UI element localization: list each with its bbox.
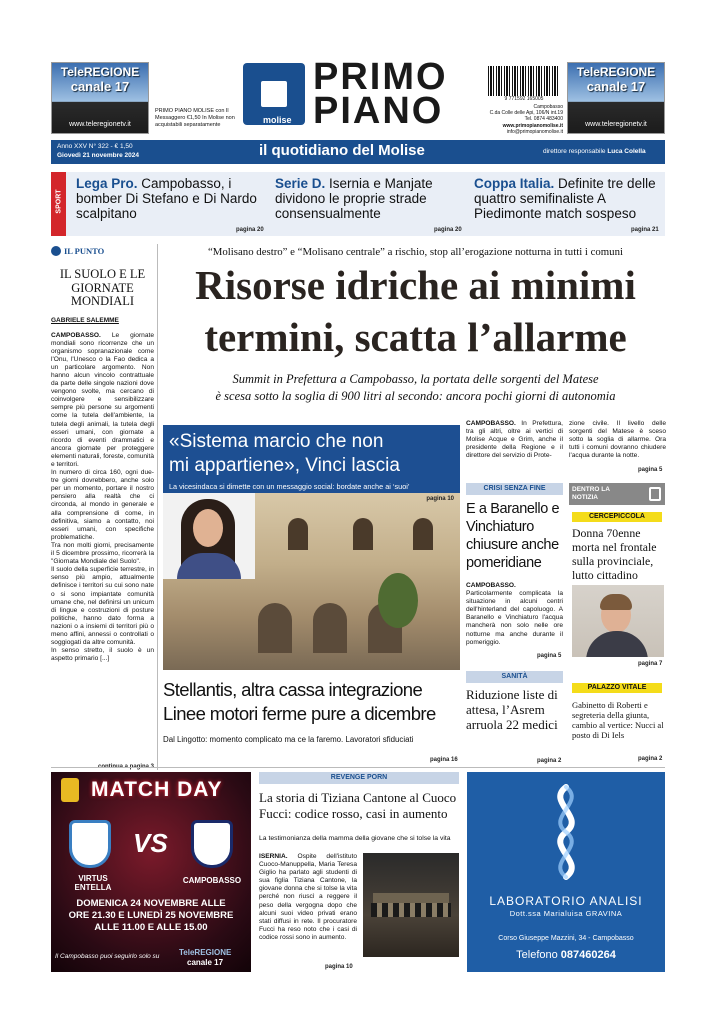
sport-item-lead: Lega Pro. bbox=[76, 176, 138, 191]
building-window bbox=[353, 518, 373, 550]
plant bbox=[378, 573, 418, 628]
director-name: Luca Colella bbox=[607, 148, 646, 155]
dentro-notizia-icon bbox=[649, 487, 661, 501]
info-line: C.da Colle delle Api, 106/N int.19 bbox=[489, 110, 563, 117]
page-ref: pagina 20 bbox=[236, 227, 264, 233]
paragraph-text: In Prefettura, tra gli altri, oltre ai vertici di Molise Acque e Grim, anche il presidente della Regione e il direttore del servizio di Prote- bbox=[466, 420, 563, 460]
vs-label: VS bbox=[133, 828, 168, 858]
crisi-headline[interactable]: E a Baranello e Vinchiaturo chiusure anche pomeridiane bbox=[466, 501, 560, 571]
tele-ad-url: www.teleregionetv.it bbox=[69, 121, 131, 128]
stellantis-deck: Dal Lingotto: momento complicato ma ce la faremo. Lavoratori sfiduciati bbox=[163, 735, 414, 744]
paragraph-text: Ospite dell'istituto Cuoco-Manuppella, Maria Teresa Giglio ha parlato agli studenti di sua figlia Tiziana Cantone, la giovane donna che si tolse la vita perché non riuscì a reggere il peso della vergogna dopo che alcuni suoi video privati erano stati diffusi in rete. Il procuratore Fucci ha reso noto che i casi di codice rossi sono in aumento. bbox=[259, 853, 357, 941]
lab-address: Corso Giuseppe Mazzini, 34 - Campobasso bbox=[498, 935, 634, 942]
palazzo-vitale-headline[interactable]: Gabinetto di Roberti e segreteria della giunta, cambio al vertice: Nucci al posto di Di Iels bbox=[572, 700, 664, 740]
match-channel-badge bbox=[61, 778, 79, 802]
lab-subtitle: Dott.ssa Marialuisa GRAVINA bbox=[509, 909, 623, 918]
cercepiccola-photo bbox=[572, 585, 664, 657]
paragraph: In senso stretto, il suolo è un aspetto primario [...] bbox=[51, 647, 154, 663]
cercepiccola-label: CERCEPICCOLA bbox=[572, 512, 662, 522]
tele-ad-left[interactable] bbox=[51, 62, 149, 134]
il-punto-label: IL PUNTO bbox=[64, 246, 105, 256]
revenge-deck: La testimonianza della mamma della giovane che si tolse la vita bbox=[259, 835, 451, 842]
punto-icon bbox=[51, 246, 61, 256]
revenge-label: REVENGE PORN bbox=[259, 772, 459, 784]
il-punto-title: IL SUOLO E LE GIORNATE MONDIALI bbox=[59, 267, 146, 308]
paragraph-lead: CAMPOBASSO. bbox=[51, 331, 101, 339]
lab-title: LABORATORIO ANALISI bbox=[489, 894, 643, 908]
photo-body bbox=[586, 631, 648, 657]
info-line: info@primopianomolise.it bbox=[506, 128, 563, 135]
team1-crest bbox=[69, 820, 111, 868]
revenge-body bbox=[259, 853, 357, 942]
page-ref: pagina 5 bbox=[537, 653, 562, 659]
helix-icon bbox=[536, 782, 596, 882]
vinci-story[interactable] bbox=[163, 425, 460, 670]
paragraph: In numero di circa 160, ogni due-tre giorni dovrebbero, anche solo per un momento, portare il nostro pensiero alla realtà che ci circonda, al mondo in generale e alla comprensione di come, in definitiva, siamo a contatto, noi esseri umani, con specifiche problematiche. bbox=[51, 469, 154, 541]
portrait-face bbox=[193, 509, 223, 547]
info-line: Tel. 0874 483400 bbox=[524, 116, 563, 123]
stellantis-headline-2[interactable]: Linee motori ferme pure a dicembre bbox=[163, 703, 436, 724]
issue-date: Giovedì 21 novembre 2024 bbox=[57, 152, 140, 159]
dentro-notizia-header bbox=[569, 483, 665, 505]
page-ref: pagina 10 bbox=[426, 496, 454, 502]
issue-number: Anno XXV N° 322 - € 1,50 bbox=[57, 143, 133, 150]
sport-label-text: SPORT bbox=[55, 189, 63, 214]
lead-headline-1[interactable]: Risorse idriche ai minimi bbox=[195, 262, 636, 308]
vinci-headline-2: mi appartiene», Vinci lascia bbox=[169, 455, 400, 476]
paragraph: Il suolo della superficie terrestre, in senso più ampio, attualmente definisce i territori su cui sono nate o si sono impiantate comunità umane che, nel definirsi un unicum di lingue e costruzioni di posture politiche, hanno dato forma a nazioni o a insiemi di territori più o meno affini, annessi o controllati o soggiogati da altre comunità. bbox=[51, 566, 154, 647]
column-divider bbox=[157, 244, 158, 770]
paragraph-lead: CAMPOBASSO. bbox=[466, 420, 516, 427]
lab-ad[interactable] bbox=[467, 772, 665, 972]
team2-crest bbox=[191, 820, 233, 868]
page-ref: pagina 20 bbox=[434, 227, 462, 233]
match-day-ad[interactable] bbox=[51, 772, 251, 972]
match-tele-channel: canale 17 bbox=[187, 958, 224, 967]
paragraph-lead: CAMPOBASSO. bbox=[466, 582, 516, 589]
masthead-subtitle: il quotidiano del Molise bbox=[259, 142, 425, 159]
il-punto-body bbox=[51, 332, 154, 664]
cercepiccola-headline[interactable]: Donna 70enne morta nel frontale sulla provinciale, lutto cittadino bbox=[572, 526, 657, 582]
masthead-right-info bbox=[478, 104, 563, 135]
paragraph bbox=[51, 332, 154, 470]
match-date-2: ORE 21.30 E LUNEDÌ 25 NOVEMBRE bbox=[68, 910, 234, 921]
barcode-digits: 9 771592 165005 bbox=[504, 96, 544, 102]
sport-item[interactable] bbox=[275, 176, 470, 221]
sport-item-lead: Coppa Italia. bbox=[474, 176, 555, 191]
sanita-label: SANITÀ bbox=[466, 671, 563, 683]
info-line: www.primopianomolise.it bbox=[502, 122, 563, 129]
director-label: direttore responsabile bbox=[543, 148, 606, 155]
sport-item[interactable] bbox=[76, 176, 271, 221]
vinci-photo bbox=[163, 493, 460, 670]
lead-headline-2[interactable]: termini, scatta l’allarme bbox=[204, 314, 627, 360]
lab-phone bbox=[467, 949, 665, 961]
lead-summary-2: è scesa sotto la soglia di 900 litri al secondo: ancora pochi giorni di autonomia bbox=[215, 389, 616, 403]
il-punto-author: GABRIELE SALEMME bbox=[51, 316, 119, 324]
people-row bbox=[371, 903, 451, 917]
lead-kicker: “Molisano destro” e “Molisano centrale” a rischio, stop all’erogazione notturna in tutti i comuni bbox=[208, 246, 623, 258]
page-ref: pagina 16 bbox=[430, 757, 458, 763]
lab-phone-number: 087460264 bbox=[560, 949, 616, 961]
sanita-headline[interactable]: Riduzione liste di attesa, l’Asrem arruola 22 medici bbox=[466, 687, 558, 732]
masthead-logo bbox=[243, 56, 478, 133]
crisi-body bbox=[466, 582, 563, 647]
barcode bbox=[488, 66, 560, 96]
page-ref: pagina 5 bbox=[638, 467, 663, 473]
paragraph: Tra non molti giorni, precisamente il 5 dicembre prossimo, ricorrerà la "Giornata Mondiale del Suolo". bbox=[51, 541, 154, 566]
masthead-bar bbox=[51, 140, 665, 164]
match-date-3: ALLE 11.00 E ALLE 15.00 bbox=[94, 922, 208, 933]
stellantis-headline-1[interactable]: Stellantis, altra cassa integrazione bbox=[163, 679, 423, 700]
tele-ad-channel: canale 17 bbox=[70, 79, 130, 94]
page-ref: pagina 7 bbox=[638, 661, 663, 667]
page-ref: pagina 2 bbox=[537, 758, 562, 764]
tele-ad-url: www.teleregionetv.it bbox=[585, 121, 647, 128]
vinci-deck: La vicesindaca si dimette con un messaggio social: bordate anche ai ‘suoi’ bbox=[169, 482, 410, 491]
revenge-photo bbox=[363, 853, 459, 957]
page-ref: pagina 21 bbox=[631, 227, 659, 233]
page-ref: pagina 10 bbox=[325, 964, 353, 970]
director-line bbox=[543, 148, 646, 155]
tele-ad-name: TeleREGIONE bbox=[60, 65, 140, 79]
paragraph-text: Particolarmente complicata la situazione in alcuni centri dell'hinterland del capoluogo. A Baranello e Vinchiaturo l'acqua mancherà non solo nelle ore notturne ma anche durante il pomeriggio. bbox=[466, 590, 563, 646]
lead-col-2: zione civile. Il livello delle sorgenti del Matese è sceso sotto la soglia di allarme. Ora tutti i comuni dovranno chiudere l'acqua durante la notte. bbox=[569, 420, 666, 460]
sport-item-text: Isernia e Manjate dividono le proprie strade consensualmente bbox=[275, 176, 433, 221]
match-tele-name: TeleREGIONE bbox=[179, 948, 232, 957]
info-line: Campobasso bbox=[533, 104, 563, 110]
masthead-left-note: PRIMO PIANO MOLISE con Il Messaggero €1,50 In Molise non acquistabili separatamente bbox=[155, 108, 235, 128]
logo-sub: molise bbox=[263, 115, 292, 125]
building-window bbox=[288, 518, 308, 550]
match-date-1: DOMENICA 24 NOVEMBRE ALLE bbox=[76, 898, 226, 909]
tele-ad-name: TeleREGIONE bbox=[576, 65, 656, 79]
paragraph-lead: ISERNIA. bbox=[259, 853, 288, 860]
team1-name: VIRTUS ENTELLA bbox=[74, 874, 112, 892]
match-title: MATCH DAY bbox=[91, 778, 223, 801]
logo-mark-inner bbox=[261, 81, 287, 107]
sport-item-lead: Serie D. bbox=[275, 176, 326, 191]
page-ref: pagina 2 bbox=[638, 756, 663, 762]
building-arch bbox=[258, 603, 292, 653]
sport-item[interactable] bbox=[474, 176, 664, 221]
match-footer: Il Campobasso puoi seguirlo solo su bbox=[55, 953, 160, 960]
sport-item-text: Campobasso, i bomber Di Stefano e Di Nardo scalpitano bbox=[76, 176, 257, 221]
palazzo-vitale-label: PALAZZO VITALE bbox=[572, 683, 662, 693]
il-punto-column bbox=[51, 244, 154, 770]
logo-line2: PIANO bbox=[313, 90, 444, 132]
section-divider bbox=[51, 767, 665, 768]
dentro-notizia-label: DENTRO LA NOTIZIA bbox=[572, 486, 610, 501]
sport-strip bbox=[51, 172, 665, 236]
tele-ad-right[interactable] bbox=[567, 62, 665, 134]
building-arch bbox=[313, 603, 347, 653]
lead-col-1 bbox=[466, 420, 563, 460]
photo-hair bbox=[600, 594, 632, 610]
lead-summary-1: Summit in Prefettura a Campobasso, la portata delle sorgenti del Matese bbox=[232, 372, 599, 386]
logo-line1: PRIMO bbox=[313, 56, 448, 98]
building-window bbox=[413, 518, 433, 550]
lab-phone-label: Telefono bbox=[516, 949, 558, 961]
paragraph-text: Le giornate mondiali sono ricorrenze che un organismo sopranazionale come l'Onu, l'Unesco o la Fao dedica a un particolare argomento. Non hanno alcun vincolo contrattuale da parte delle singole nazioni dove vengono svolte, ma cercano di coinvolgere e sensibilizzare sempre più persone su argomenti come la tutela dell'ambiente, la tutela degli animali, la tutela degli esseri umani, con giornate a ricordo di eventi drammatici e ancora giornate per proteggere elementi naturali, foreste, comunità e territori. bbox=[51, 331, 154, 468]
team2-name: CAMPOBASSO bbox=[182, 876, 242, 885]
vinci-headline-1: «Sistema marcio che non bbox=[169, 431, 384, 452]
tele-ad-channel: canale 17 bbox=[586, 79, 646, 94]
revenge-headline[interactable]: La storia di Tiziana Cantone al Cuoco Fucci: codice rosso, casi in aumento bbox=[259, 790, 457, 821]
sport-item-text: Definite tre delle quattro semifinaliste A Piedimonte match sospeso bbox=[474, 176, 656, 221]
crisi-label: CRISI SENZA FINE bbox=[466, 483, 563, 495]
il-punto-header bbox=[51, 244, 154, 258]
